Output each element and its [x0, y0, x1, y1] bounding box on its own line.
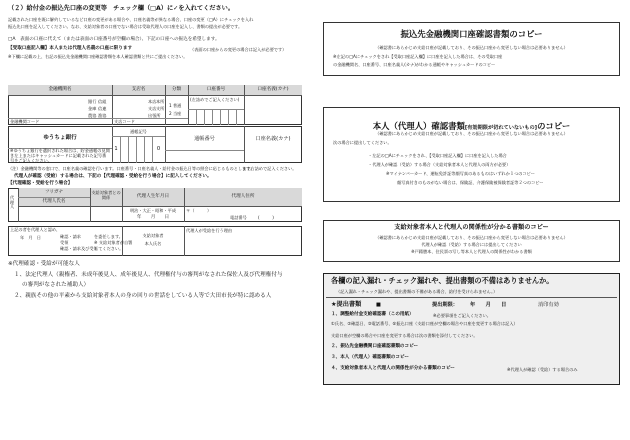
consent-note-2: してください。: [94, 246, 124, 251]
consent-title: 上記の者を代理人と認め、: [10, 227, 61, 232]
proxy-birthdate-label: 代理人生年月日: [136, 194, 170, 199]
proxy-tel[interactable]: ( ): [258, 215, 274, 220]
footnote-1: （注）金融機関等の窓口で、口座名義の確認を行います。口座番号・口座名義人・給付金の振込日等の照会に応じるものとします。: [8, 166, 255, 171]
intro-line-2: 振込先口座を記入してください。なお、支給対象者の口座でない場合は受取代理人の口座を記入し、書類の提出が必要です。: [8, 24, 243, 29]
submit-date: 年 月 日: [470, 302, 507, 308]
yucho-digit-0: 0: [156, 146, 161, 152]
submit-label: ★提出書類: [331, 301, 362, 308]
intro-line-1: 記載された口座を既に解約しているなど口座の変更がある場合や、口座名義等が異なる場合、口座の変更（□A）にチェックを入れ: [8, 17, 254, 22]
proxy-header: 【代理確認・受給を行う場合】: [8, 181, 73, 186]
yucho-holder-label: 口座名義(カナ): [255, 136, 291, 142]
id-copy-title-main: 本人（代理人）確認書類: [372, 121, 465, 131]
item-2: ２、振込先金融機関口座確認書類のコピー: [331, 344, 419, 349]
receipt-line-2: ※下欄に記載の上、右記の振込先金融機関口座確認書類を本人確認書類と共にご提出ください。: [8, 54, 188, 59]
id-copy-line-4: ・代理人が確認（受給）する場合（支給対象者本人と代理人の両方が必要）: [368, 162, 511, 167]
bottom-item-1b: の審判がなされた補助人）: [22, 282, 90, 288]
branch-kind-5: 出張所: [148, 113, 161, 118]
check-a-line[interactable]: □A 表面の口座に代えて（または表面の口座番号が空欄の場合）、下記の口座への振込を希望します。: [8, 37, 220, 42]
yucho-symbol-label: 通帳記号: [130, 129, 147, 134]
submit-date-label: 提出期限：: [432, 302, 458, 308]
relation-copy-line-1: （確認書にあらかじめ支給口座が記載しており、その振込口座から変更しない場合は必要ありません）: [375, 235, 568, 240]
consent-date[interactable]: 年 月 日: [20, 235, 41, 240]
id-copy-line-5: ※マイナンバーカード、運転免許証等顔写真のあるものはいずれか１つのコピー: [386, 171, 535, 176]
receipt-line-1: 【受取口座記入欄】本人または代理人名義の口座に限ります: [8, 46, 133, 51]
bottom-item-1: １、法定代理人（親権者、未成年後見人、成年後見人、代理権付与の審判がなされた保佐人及び代理権付与: [14, 272, 283, 278]
branch-code-label: 支店コード: [114, 119, 135, 124]
bank-name-header: 金融機関名: [48, 87, 72, 92]
category-header: 分類: [171, 87, 182, 92]
bank-kind-5: 農協: [88, 113, 97, 118]
bank-copy-line-1: （確認書にあらかじめ支給口座が記載しており、その振込口座から変更しない場合は必要ありません）: [375, 45, 568, 50]
item-3: ３、本人（代理人）確認書類のコピー: [331, 355, 409, 360]
account-number-header: 口座番号: [206, 87, 226, 92]
branch-kind-2: 支店: [148, 106, 157, 111]
account-type-1[interactable]: 1 普通: [169, 103, 182, 108]
branch-name-header: 支店名: [131, 87, 146, 92]
sign-label: 支給対象者: [142, 233, 164, 238]
proxy-postal[interactable]: 〒（ ）: [186, 208, 212, 213]
yucho-bank-label: ゆうちょ銀行: [43, 135, 77, 141]
bank-kind-2: 金庫: [88, 106, 97, 111]
consent-to: を委任します。: [94, 234, 123, 239]
bottom-item-2: ２、親族その他の平素から支給対象者本人の身の回りの世話をしている人等で大田市長が特に認める人: [14, 293, 272, 299]
proxy-instruction: 代理人が確認（受給）する場合は、下記の【代理確認・受給を行う場合】に記入してください。: [14, 174, 212, 179]
right-fill-note: (左詰めでご記入ください): [190, 97, 240, 102]
yucho-number-label: 通帳番号: [194, 136, 215, 142]
item-1-sub: ①氏名、②確認日、③電話番号、⑤振込口座（支給口座が空欄の場合や口座を変更する場合は記入）: [331, 321, 518, 326]
proxy-name-label: 代理人氏名: [42, 199, 66, 204]
item-1: １、調整給付金支給確認書（この用紙）: [331, 312, 414, 317]
item-1-note: ※必要事項をご記入ください。: [433, 312, 491, 318]
id-copy-line-6: 顔写真付きのものがない場合は、保険証、介護保険被保険者証等２つのコピー: [397, 180, 544, 185]
bank-copy-line-3: の金融機関名、口座番号、口座名義人(カナ)がわかる通帳やキャッシュカードのコピー: [333, 62, 496, 67]
item-4-note: ※代理人が確認（受給）する場合のみ: [507, 366, 578, 372]
relation-copy-title: 支給対象者本人と代理人の関係性が分かる書類のコピー: [394, 224, 549, 231]
bank-copy-title: 振込先金融機関口座確認書類のコピー: [400, 29, 543, 39]
footnote-tail: まで右詰めで記入ください。: [242, 166, 297, 171]
consent-note-1: ※ 支給対象者が自署: [94, 240, 133, 245]
receipt-line-1-note: （表面の口座からの変更の場合は記入が必要です）: [190, 46, 287, 52]
branch-kind-4: 支所: [156, 106, 165, 111]
checklist-subtitle: （記入漏れ・チェック漏れや、提出書類の不備がある場合、給付を受けられません。）: [336, 289, 498, 294]
account-holder-header: 口座名義(カナ): [257, 87, 289, 92]
bank-copy-line-2: ※左記の□Aにチェックをされ【受取口座記入欄】に口座を記入した場合は、その受取口座: [333, 54, 503, 59]
bank-code-label: 金融機関コード: [10, 119, 40, 124]
submit-mark: ■: [376, 302, 381, 308]
yucho-note: ※ゆうちょ銀行を選択された場合は、貯金通帳の見開き左上またはキャッシュカードに記載された記号番号をご記入ください。: [10, 148, 110, 163]
checklist-title: 各欄の記入漏れ・チェック漏れや、提出書類の不備はありませんか。: [331, 276, 554, 285]
branch-kind-3: 本所: [156, 99, 165, 104]
account-type-2[interactable]: 2 当座: [169, 111, 182, 116]
item-1-sub2: 支給口座が空欄の場合や口座を変更する場合は次の書類を添付してください。: [331, 333, 478, 338]
consent-item-2[interactable]: 受領: [60, 240, 69, 245]
proxy-tel-label: 電話番号: [230, 215, 247, 220]
consent-item-3[interactable]: 確認・請求及び受領: [60, 246, 98, 251]
bottom-title: ※代理確認・受給が可能な人: [8, 261, 80, 267]
submit-postmark: 消印有効: [538, 302, 559, 308]
sign-sub-label: 本人氏名: [144, 241, 162, 246]
consent-item-1[interactable]: 確認・請求: [60, 234, 81, 239]
proxy-eras: 明治・大正・昭和・平成: [129, 208, 177, 213]
bank-kind-3: 信組: [98, 99, 107, 104]
id-copy-line-2: 次の場合に提出してください。: [333, 140, 392, 145]
proxy-side-label: 代理人: [10, 195, 15, 210]
bank-kind-6: 漁協: [98, 113, 107, 118]
id-copy-line-3: ・左記の□Aにチェックをされ、【受取口座記入欄】に口座を記入した場合: [368, 153, 507, 158]
proxy-furigana-label: フリガナ: [44, 190, 64, 195]
bank-kind-1: 銀行: [88, 99, 97, 104]
branch-kind-1: 本店: [148, 99, 157, 104]
id-copy-line-1: （確認書にあらかじめ支給口座が記載しており、その振込口座から変更しない場合は必要ありません）: [375, 131, 568, 136]
id-copy-title-tail: のコピー: [537, 121, 571, 131]
section-title: （２）給付金の振込先口座の変更等 チェック欄（□A）に✓を入れてください。: [8, 5, 235, 12]
relation-copy-line-2: 代理人が確認（受給）する場合には提出してください: [421, 242, 522, 247]
reason-label: 代理人が受給を行う理由: [186, 228, 233, 233]
item-4: ４、支給対象者本人と代理人の関係性が分かる書類のコピー: [331, 366, 455, 371]
proxy-birth-ymd[interactable]: 年 月 日: [136, 215, 170, 220]
proxy-relation-label: 支給対象者との関係: [91, 190, 121, 201]
relation-copy-line-3: ※戸籍謄本、住民票の写し等本人と代理人の関係性がわかる書類: [411, 249, 532, 254]
proxy-address-label: 代理人住所: [231, 194, 255, 199]
yucho-digit-1: 1: [114, 146, 118, 152]
id-copy-title-sub: [有効期限が切れていないもの]: [464, 125, 538, 131]
bank-kind-4: 信連: [98, 106, 107, 111]
